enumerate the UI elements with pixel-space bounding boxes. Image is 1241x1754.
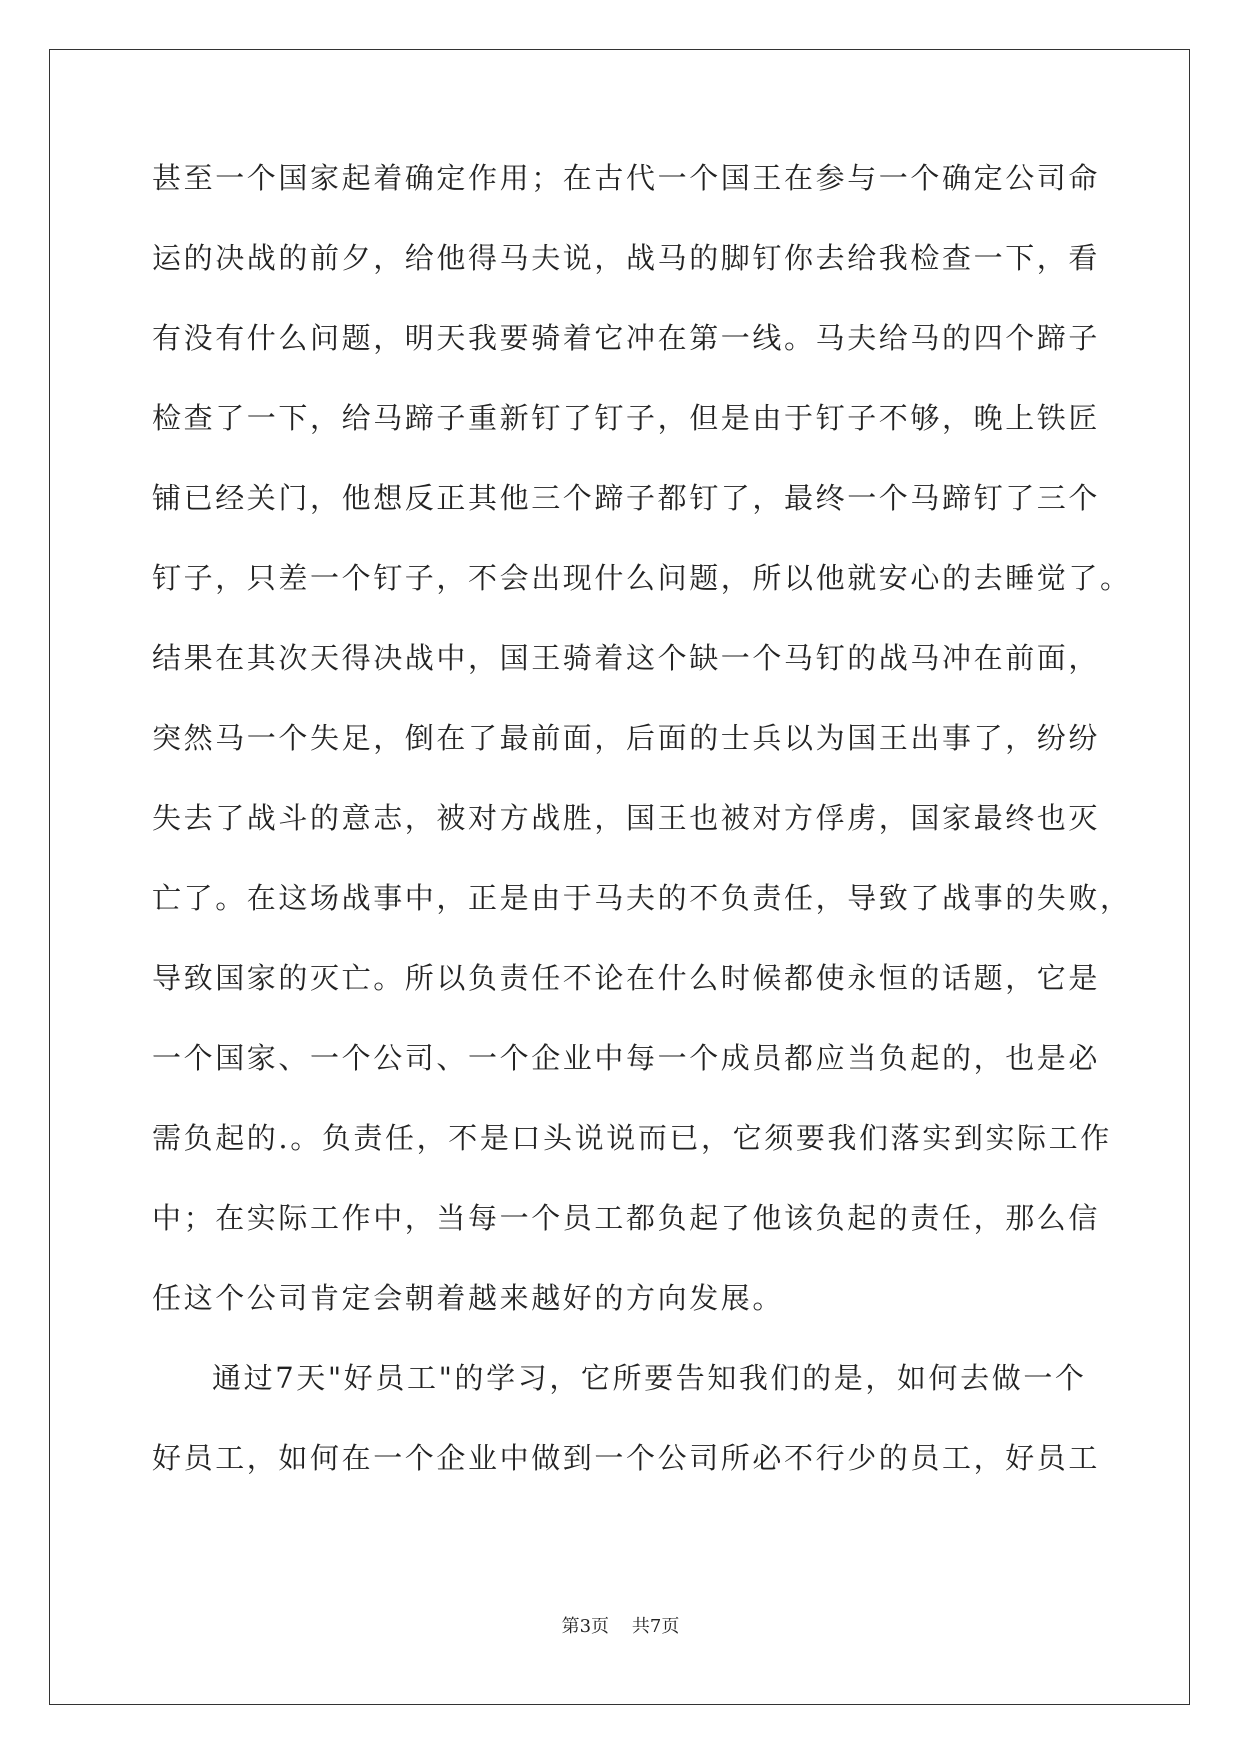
text-line: 突然马一个失足，倒在了最前面，后面的士兵以为国王出事了，纷纷 <box>152 721 1101 755</box>
text-line: 任这个公司肯定会朝着越来越好的方向发展。 <box>152 1281 785 1315</box>
text-line: 需负起的.。负责任，不是口头说说而已，它须要我们落实到实际工作 <box>152 1121 1112 1155</box>
text-line: 好员工，如何在一个企业中做到一个公司所必不行少的员工，好员工 <box>152 1441 1101 1475</box>
text-line: 亡了。在这场战事中，正是由于马夫的不负责任，导致了战事的失败， <box>152 881 1132 915</box>
text-line: 中；在实际工作中，当每一个员工都负起了他该负起的责任，那么信 <box>152 1201 1101 1235</box>
text-line: 有没有什么问题，明天我要骑着它冲在第一线。马夫给马的四个蹄子 <box>152 321 1101 355</box>
text-line: 结果在其次天得决战中，国王骑着这个缺一个马钉的战马冲在前面， <box>152 641 1101 675</box>
document-body <box>152 158 1132 1518</box>
text-line: 失去了战斗的意志，被对方战胜，国王也被对方俘虏，国家最终也灭 <box>152 801 1101 835</box>
text-line: 甚至一个国家起着确定作用；在古代一个国王在参与一个确定公司命 <box>152 161 1101 195</box>
text-line: 运的决战的前夕，给他得马夫说，战马的脚钉你去给我检查一下，看 <box>152 241 1101 275</box>
page-number-footer: 第3页 共7页 <box>561 1616 680 1637</box>
paragraph-first-line: 通过7天"好员工"的学习，它所要告知我们的是，如何去做一个 <box>212 1361 1087 1395</box>
text-line: 钉子，只差一个钉子，不会出现什么问题，所以他就安心的去睡觉了。 <box>152 561 1132 595</box>
text-line: 导致国家的灭亡。所以负责任不论在什么时候都使永恒的话题，它是 <box>152 961 1101 995</box>
text-line: 检查了一下，给马蹄子重新钉了钉子，但是由于钉子不够，晚上铁匠 <box>152 401 1101 435</box>
text-line: 一个国家、一个公司、一个企业中每一个成员都应当负起的，也是必 <box>152 1041 1101 1075</box>
text-line: 铺已经关门，他想反正其他三个蹄子都钉了，最终一个马蹄钉了三个 <box>152 481 1101 515</box>
